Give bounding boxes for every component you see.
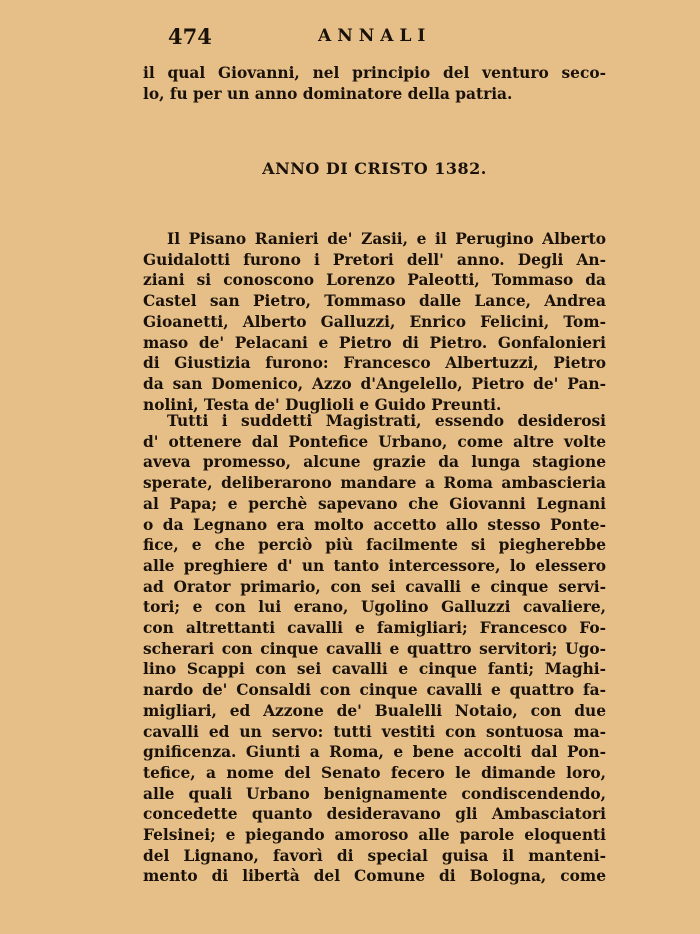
text-line: ad Orator primario, con sei cavalli e cinque servi- <box>143 577 606 596</box>
text-line: tori; e con lui erano, Ugolino Galluzzi cavaliere, <box>143 598 606 617</box>
text-line: o da Legnano era molto accetto allo stesso Ponte- <box>143 515 606 534</box>
page-number: 474 <box>168 24 212 49</box>
text-line: Felsinei; e piegando amoroso alle parole eloquenti <box>143 826 606 845</box>
text-line: nardo de' Consaldi con cinque cavalli e quattro fa- <box>143 681 606 700</box>
text-line: da san Domenico, Azzo d'Angelello, Pietro de' Pan- <box>143 374 606 393</box>
text-line: fice, e che perciò più facilmente si piegherebbe <box>143 536 606 555</box>
running-head: ANNALI <box>318 26 432 46</box>
text-line: Castel san Pietro, Tommaso dalle Lance, Andrea <box>143 292 606 311</box>
text-line: ziani si conoscono Lorenzo Paleotti, Tommaso da <box>143 271 606 290</box>
text-line: aveva promesso, alcune grazie da lunga stagione <box>143 453 606 472</box>
text-line: gnificenza. Giunti a Roma, e bene accolti dal Pon- <box>143 743 606 762</box>
text-line: Il Pisano Ranieri de' Zasii, e il Perugino Alberto <box>167 230 606 248</box>
text-line: al Papa; e perchè sapevano che Giovanni Legnani <box>143 494 606 513</box>
page-header <box>168 24 608 52</box>
text-line: alle preghiere d' un tanto intercessore, lo elessero <box>143 556 606 575</box>
text-line: Tutti i suddetti Magistrati, essendo desiderosi <box>167 412 606 430</box>
text-line: sperate, deliberarono mandare a Roma ambascieria <box>143 474 606 493</box>
text-line: scherari con cinque cavalli e quattro servitori; Ugo- <box>143 639 606 658</box>
text-line: Gioanetti, Alberto Galluzzi, Enrico Felicini, Tom- <box>143 312 606 331</box>
text-line: maso de' Pelacani e Pietro di Pietro. Gonfalonieri <box>143 333 606 352</box>
text-line: con altrettanti cavalli e famigliari; Francesco Fo- <box>143 619 606 638</box>
paragraph-1 <box>143 229 606 415</box>
text-line: migliari, ed Azzone de' Bualelli Notaio, con due <box>143 701 606 720</box>
text-line: Guidalotti furono i Pretori dell' anno. Degli An- <box>143 250 606 269</box>
text-line: mento di libertà del Comune di Bologna, come <box>143 867 606 886</box>
text-line: lo, fu per un anno dominatore della patria. <box>143 84 513 103</box>
text-line: di Giustizia furono: Francesco Albertuzzi, Pietro <box>143 354 606 373</box>
paragraph-2 <box>143 411 606 887</box>
continuation-paragraph <box>143 63 606 104</box>
text-line: il qual Giovanni, nel principio del venturo seco- <box>143 64 606 82</box>
section-title: ANNO DI CRISTO 1382. <box>262 159 487 178</box>
text-line: del Lignano, favorì di special guisa il manteni- <box>143 846 606 865</box>
text-line: d' ottenere dal Pontefice Urbano, come altre volte <box>143 432 606 451</box>
text-line: cavalli ed un servo: tutti vestiti con sontuosa ma- <box>143 722 606 741</box>
text-line: alle quali Urbano benignamente condiscendendo, <box>143 784 606 803</box>
text-line: tefice, a nome del Senato fecero le dimande loro, <box>143 763 606 782</box>
text-line: concedette quanto desideravano gli Ambasciatori <box>143 805 606 824</box>
text-line: lino Scappi con sei cavalli e cinque fanti; Maghi- <box>143 660 606 679</box>
text-line: nolini, Testa de' Duglioli e Guido Preunti. <box>143 395 502 414</box>
